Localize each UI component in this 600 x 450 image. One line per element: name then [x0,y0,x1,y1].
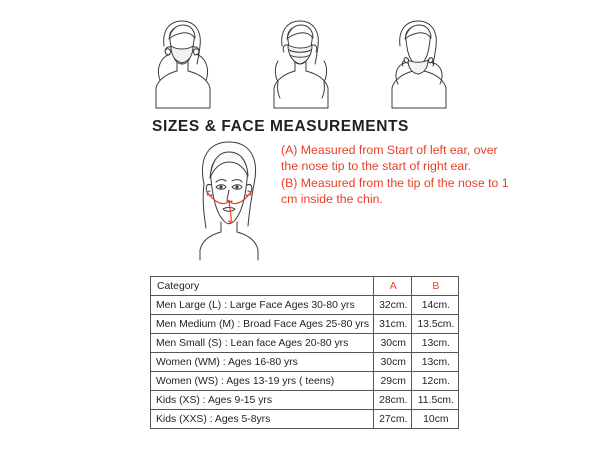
cell-a: 30cm [374,334,412,353]
cell-category: Men Large (L) : Large Face Ages 30-80 yrs [151,296,374,315]
cell-category: Women (WS) : Ages 13-19 yrs ( teens) [151,372,374,391]
cell-category: Men Medium (M) : Broad Face Ages 25-80 yrs [151,315,374,334]
cell-a: 30cm [374,353,412,372]
table-row [151,296,459,315]
cell-a: 32cm. [374,296,412,315]
measurement-notes [281,142,513,208]
table-row [151,334,459,353]
table-row [151,315,459,334]
note-a: (A) Measured from Start of left ear, over the nose tip to the start of right ear. [281,143,498,174]
column-header-b: B [412,277,459,296]
note-b: (B) Measured from the tip of the nose to 1 cm inside the chin. [281,175,509,207]
figure-mask-on-face [248,16,352,112]
cell-a: 28cm. [374,391,412,410]
table-row [151,410,459,429]
column-header-a: A [374,277,412,296]
cell-a: 31cm. [374,315,412,334]
cell-b: 13cm. [412,353,459,372]
cell-b: 13cm. [412,334,459,353]
size-table-wrapper [150,276,455,429]
table-header-row [151,277,459,296]
column-header-category: Category [151,277,374,296]
table-row [151,372,459,391]
figure-pulling-mask-down [366,16,470,112]
cell-b: 14cm. [412,296,459,315]
cell-category: Women (WM) : Ages 16-80 yrs [151,353,374,372]
table-row [151,391,459,410]
cell-category: Kids (XS) : Ages 9-15 yrs [151,391,374,410]
face-measurement-diagram [180,140,278,262]
cell-b: 11.5cm. [412,391,459,410]
cell-b: 10cm [412,410,459,429]
cell-a: 27cm. [374,410,412,429]
cell-category: Kids (XXS) : Ages 5-8yrs [151,410,374,429]
cell-category: Men Small (S) : Lean face Ages 20-80 yrs [151,334,374,353]
cell-a: 29cm [374,372,412,391]
illustration-row [130,14,470,112]
cell-b: 12cm. [412,372,459,391]
figure-adjusting-left-ear-loop [130,16,234,112]
page-title: SIZES & FACE MEASUREMENTS [152,118,409,135]
table-row [151,353,459,372]
cell-b: 13.5cm. [412,315,459,334]
size-table [150,276,459,429]
